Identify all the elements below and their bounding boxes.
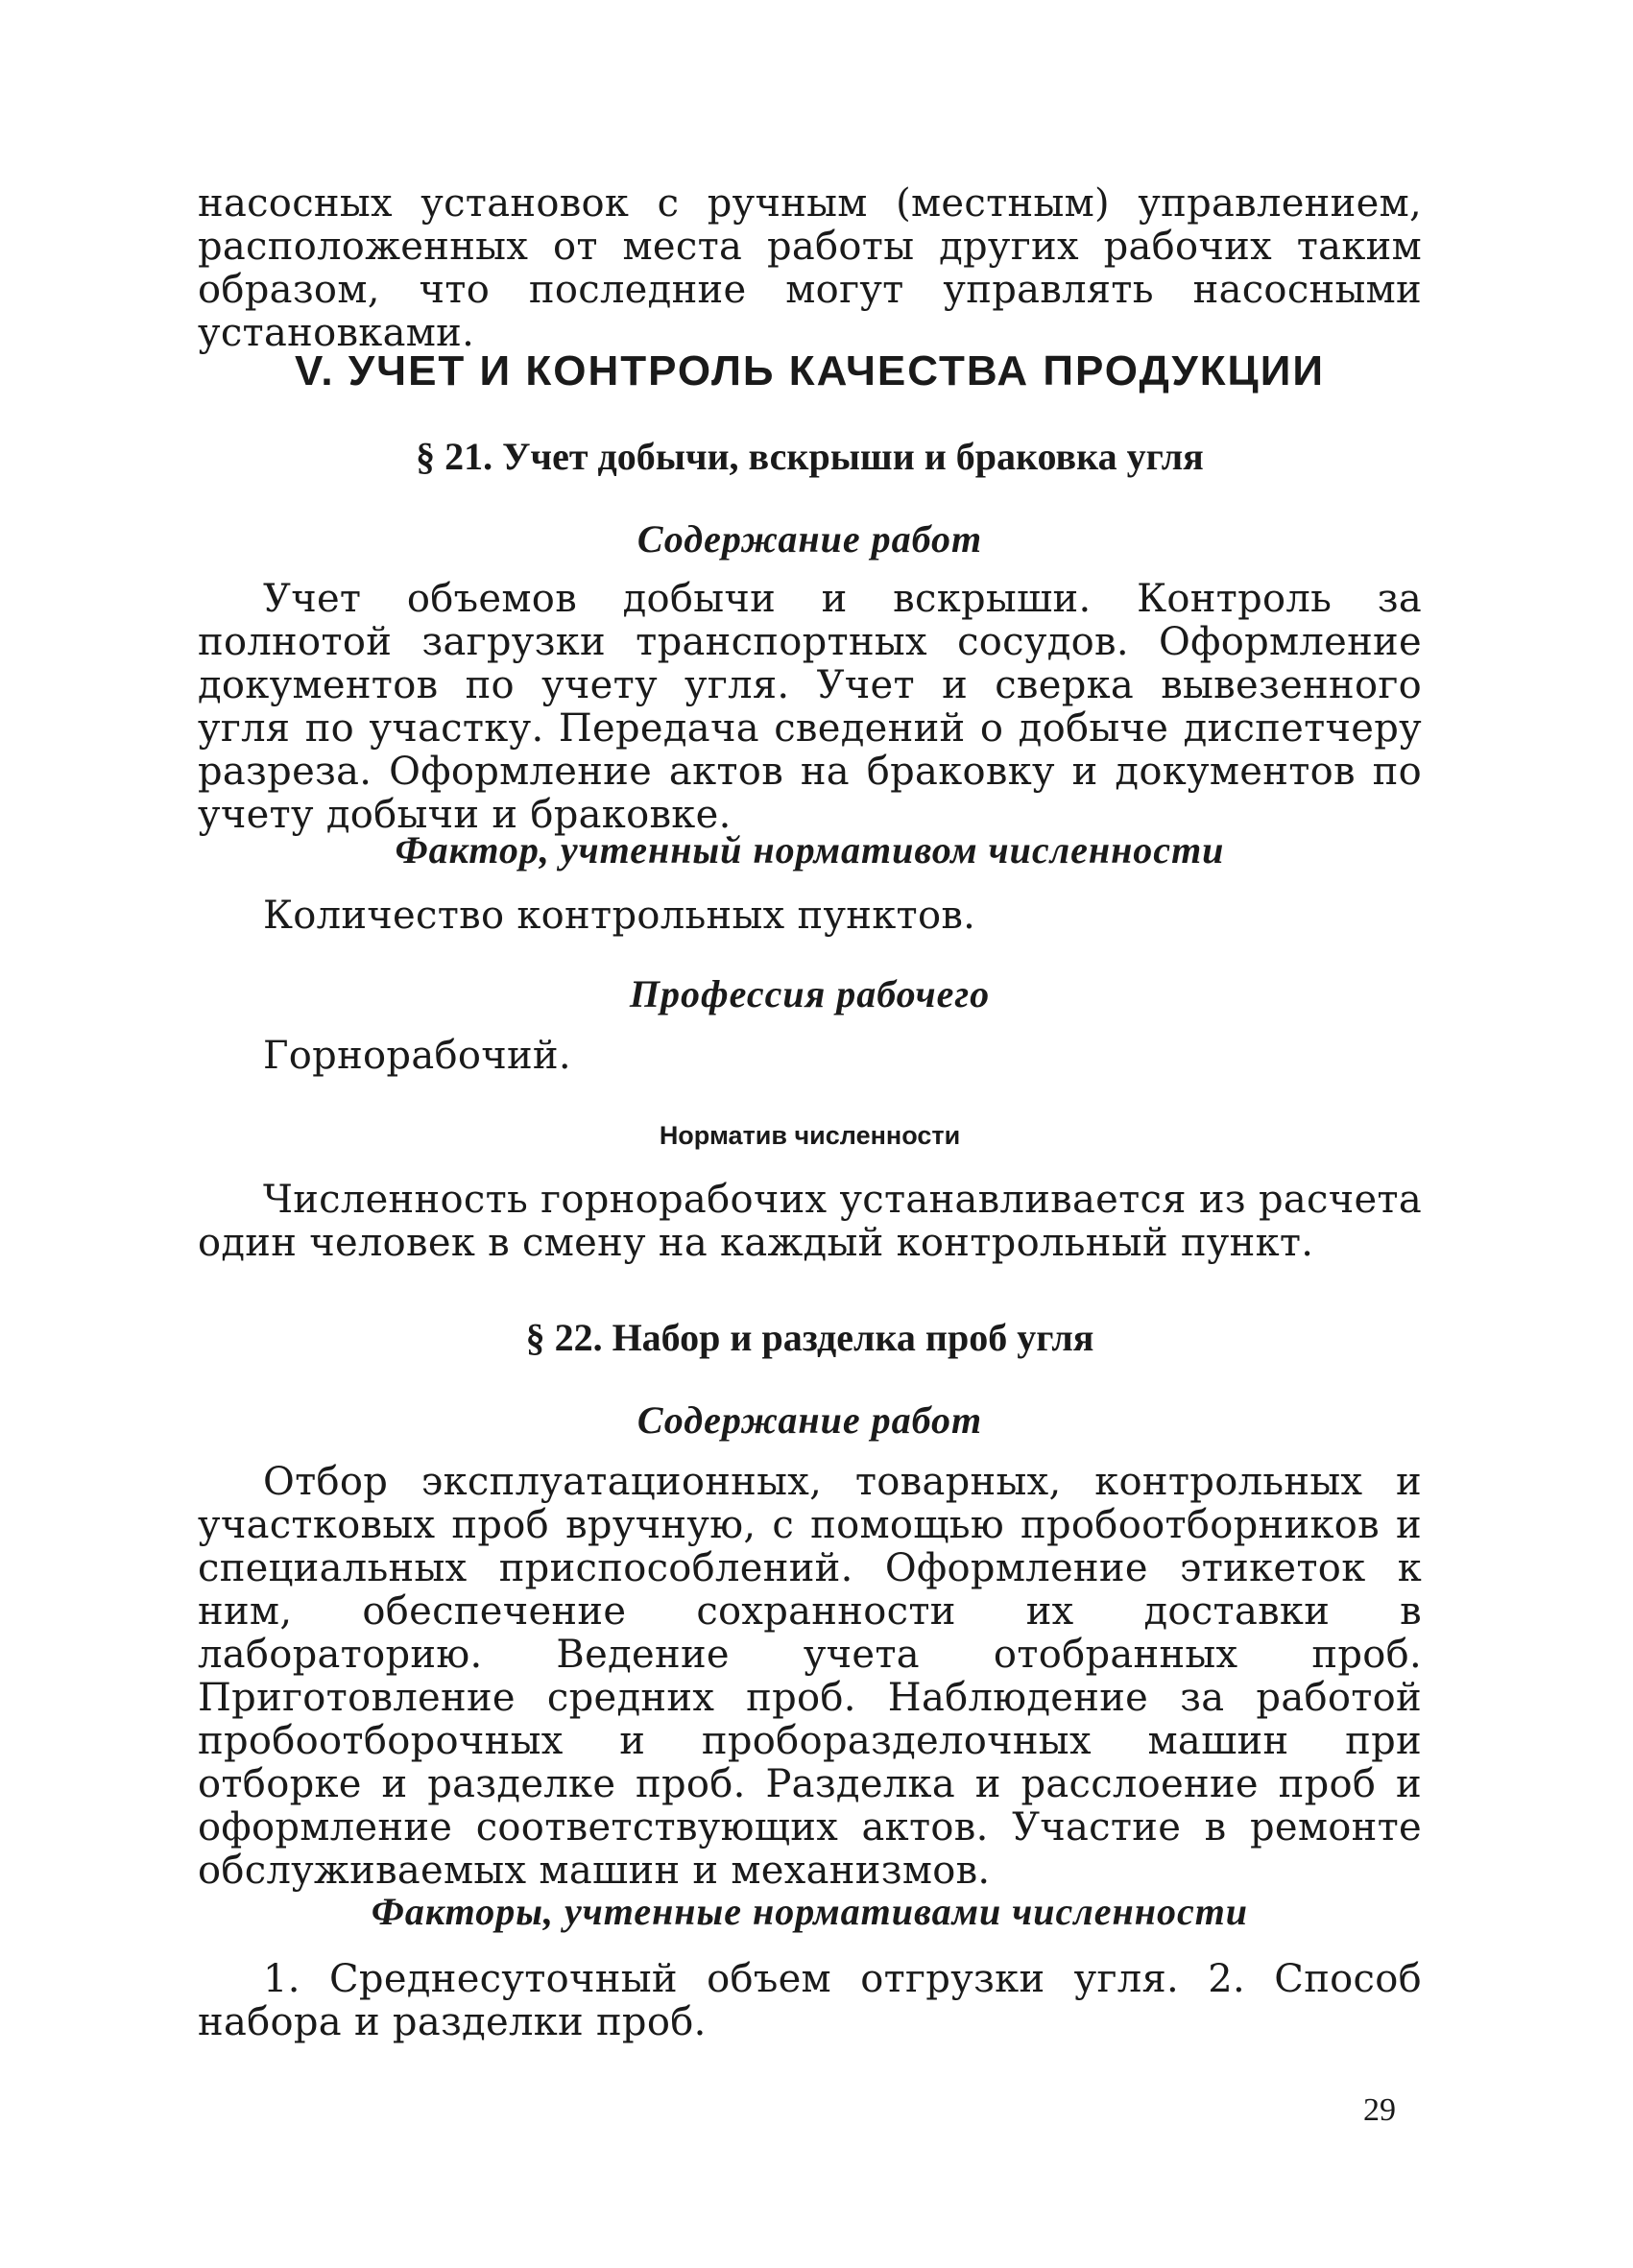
section-21-title-block — [198, 434, 1422, 479]
intro-paragraph-block — [198, 182, 1422, 355]
section-21-norm: Численность горнорабочих устанавливается из расчета один человек в смену на каждый контрольный пункт. — [198, 1178, 1422, 1265]
section-22-factors: 1. Среднесуточный объем отгрузки угля. 2. Способ набора и разделки проб. — [198, 1957, 1422, 2044]
document-page — [198, 182, 1422, 2188]
section-21-factor-block — [198, 895, 1422, 938]
section-21-profession-block — [198, 1035, 1422, 1078]
section-22-title: § 22. Набор и разделка проб угля — [525, 1316, 1094, 1359]
section-21-norm-heading: Норматив численности — [659, 1121, 961, 1150]
chapter-heading-block — [198, 347, 1422, 395]
section-21-factor-heading: Фактор, учтенный нормативом численности — [395, 828, 1225, 871]
section-21-work-content-heading: Содержание работ — [636, 517, 983, 561]
section-21-factor-heading-block — [198, 827, 1422, 872]
section-21-work-block — [198, 578, 1422, 837]
section-22-factors-heading-block — [198, 1889, 1422, 1934]
section-22-work-block — [198, 1461, 1422, 1893]
section-21-profession-heading: Профессия рабочего — [629, 972, 991, 1015]
section-22-work-heading-block — [198, 1397, 1422, 1443]
intro-paragraph: насосных установок с ручным (местным) управлением, расположенных от места работы других рабочих таким образом, что последние могут управлять насосными установками. — [198, 181, 1422, 355]
section-22-work-content-heading: Содержание работ — [636, 1398, 983, 1442]
section-21-norm-heading-block — [198, 1121, 1422, 1151]
chapter-heading: V. УЧЕТ И КОНТРОЛЬ КАЧЕСТВА ПРОДУКЦИИ — [295, 347, 1325, 394]
section-21-profession-heading-block — [198, 971, 1422, 1016]
section-22-work-content: Отбор эксплуатационных, товарных, контрольных и участковых проб вручную, с помощью пробоотборников и специальных приспособлений. Оформление этикеток к ним, обеспечение сохранности их доставки в лабораторию. Ведение учета отобранных проб. Приготовление средних проб. Наблюдение за работой пробоотборочных и пробоpазделочных машин при отборке и разделке проб. Разделка и расслоение проб и оформление соответствующих актов. Участие в ремонте обслуживаемых машин и механизмов. — [198, 1460, 1422, 1893]
section-21-factor: Количество контрольных пунктов. — [263, 894, 976, 938]
page-number: 29 — [1363, 2092, 1396, 2128]
section-22-factors-block — [198, 1958, 1422, 2044]
section-22-title-block — [198, 1315, 1422, 1360]
section-22-factors-heading: Факторы, учтенные нормативами численности — [371, 1890, 1249, 1933]
section-21-work-heading-block — [198, 516, 1422, 561]
section-21-profession: Горнорабочий. — [263, 1034, 571, 1078]
section-21-title: § 21. Учет добычи, вскрыши и браковка угля — [416, 435, 1204, 478]
section-21-norm-block — [198, 1179, 1422, 1265]
section-21-work-content: Учет объемов добычи и вскрыши. Контроль за полнотой загрузки транспортных сосудов. Оформление документов по учету угля. Учет и сверка вывезенного угля по участку. Передача сведений о добыче диспетчеру разреза. Оформление актов на браковку и документов по учету добычи и браковке. — [198, 577, 1422, 837]
